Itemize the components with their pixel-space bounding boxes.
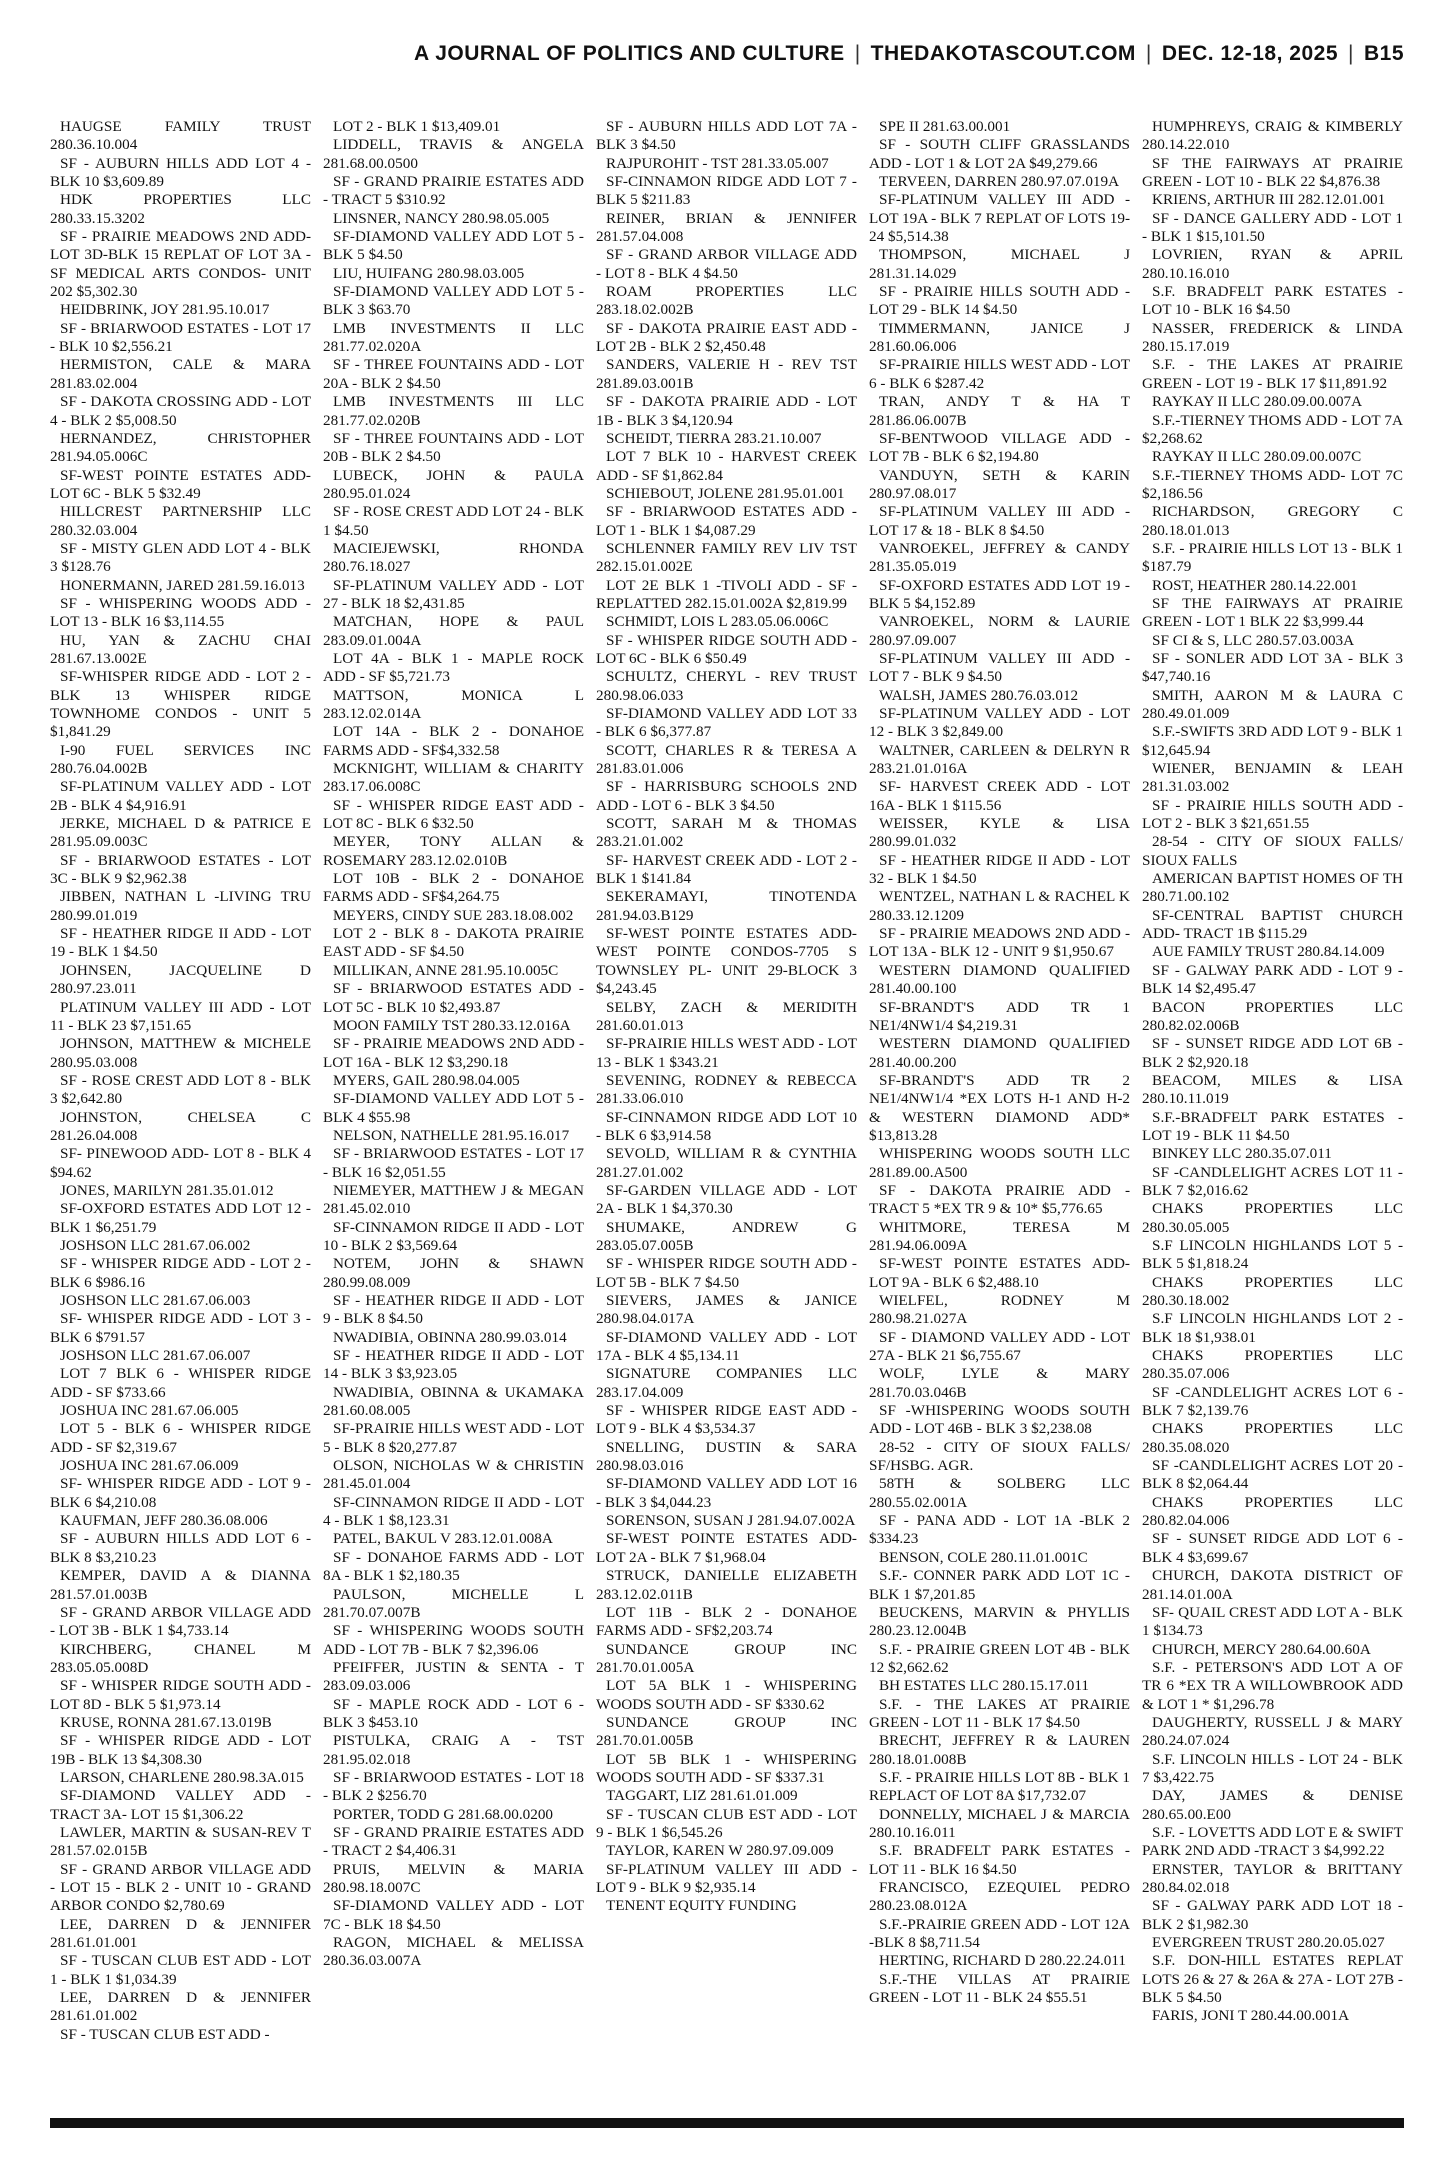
notice-entry: LOT 14A - BLK 2 - DONAHOE FARMS ADD - SF$4,332.58 [323, 723, 584, 759]
notice-entry: S.F. - PRAIRIE GREEN LOT 4B - BLK 12 $2,662.62 [869, 1640, 1130, 1676]
notice-entry: SF - GRAND ARBOR VILLAGE ADD - LOT 8 - BLK 4 $4.50 [596, 246, 857, 282]
notice-entry: SF - THREE FOUNTAINS ADD - LOT 20A - BLK 2 $4.50 [323, 356, 584, 392]
notice-entry: SF-PLATINUM VALLEY ADD - LOT 27 - BLK 18 $2,431.85 [323, 576, 584, 612]
notice-entry: PAULSON, MICHELLE L 281.70.07.007B [323, 1585, 584, 1621]
notice-entry: SF - BRIARWOOD ESTATES ADD - LOT 1 - BLK 1 $4,087.29 [596, 503, 857, 539]
notice-entry: PRUIS, MELVIN & MARIA 280.98.18.007C [323, 1860, 584, 1896]
notice-entry: SANDERS, VALERIE H - REV TST 281.89.03.001B [596, 356, 857, 392]
notice-entry: SF - GRAND ARBOR VILLAGE ADD - LOT 3B - BLK 1 $4,733.14 [50, 1603, 311, 1640]
notice-entry: SF - WHISPERING WOODS SOUTH ADD - LOT 7B - BLK 7 $2,396.06 [323, 1622, 584, 1658]
notice-entry: SF - HEATHER RIDGE II ADD - LOT 14 - BLK 3 $3,923.05 [323, 1347, 584, 1383]
notice-entry: SF - TUSCAN CLUB EST ADD - [60, 2025, 270, 2043]
notice-entry: 28-54 - CITY OF SIOUX FALLS/ SIOUX FALLS [1142, 833, 1403, 869]
notice-entry: BENSON, COLE 280.11.01.001C [879, 1548, 1088, 1566]
notice-entry: SEVOLD, WILLIAM R & CYNTHIA 281.27.01.002 [596, 1145, 857, 1181]
notice-entry: SF - PRAIRIE HILLS SOUTH ADD -LOT 29 - BLK 14 $4.50 [869, 283, 1130, 319]
notice-entry: SF-OXFORD ESTATES ADD LOT 12 - BLK 1 $6,251.79 [50, 1200, 311, 1236]
notice-entry: JOHNSTON, CHELSEA C 281.26.04.008 [50, 1108, 311, 1144]
notice-entry: SF - WHISPER RIDGE EAST ADD - LOT 8C - BLK 6 $32.50 [323, 796, 584, 833]
notice-entry: LIU, HUIFANG 280.98.03.005 [333, 264, 525, 282]
notice-entry: MOON FAMILY TST 280.33.12.016A [333, 1016, 571, 1034]
notice-entry: SF -CANDLELIGHT ACRES LOT 6 - BLK 7 $2,139.76 [1142, 1383, 1403, 1420]
notice-entry: JOSHSON LLC 281.67.06.007 [60, 1347, 251, 1365]
notice-entry: SF - GRAND PRAIRIE ESTATES ADD - TRACT 5 $310.92 [323, 173, 584, 209]
notice-entry: SF - SONLER ADD LOT 3A - BLK 3 $47,740.16 [1142, 649, 1403, 686]
notice-entry: HERNANDEZ, CHRISTOPHER 281.94.05.006C [50, 429, 311, 466]
notice-entry: SIGNATURE COMPANIES LLC 283.17.04.009 [596, 1365, 857, 1401]
notice-entry: JOHNSEN, JACQUELINE D 280.97.23.011 [50, 961, 311, 998]
notice-entry: WIENER, BENJAMIN & LEAH 281.31.03.002 [1142, 760, 1403, 796]
notice-entry: SF - ROSE CREST ADD LOT 24 - BLK 1 $4.50 [323, 503, 584, 539]
notice-entry: SF-DIAMOND VALLEY ADD LOT 5 - BLK 3 $63.70 [323, 283, 584, 319]
notice-entry: LOT 2E BLK 1 -TIVOLI ADD - SF - REPLATTED 282.15.01.002A $2,819.99 [596, 576, 857, 612]
notice-entry: 58TH & SOLBERG LLC 280.55.02.001A [869, 1475, 1130, 1511]
header-separator: | [1348, 42, 1354, 65]
notice-entry: LEE, DARREN D & JENNIFER 281.61.01.001 [50, 1915, 311, 1952]
notice-entry: SF - HEATHER RIDGE II ADD - LOT 19 - BLK 1 $4.50 [50, 925, 311, 961]
notice-entry: SF-WHISPER RIDGE ADD - LOT 2 - BLK 13 WHISPER RIDGE TOWNHOME CONDOS - UNIT 5 $1,841.29 [50, 668, 311, 741]
notice-entry: RAYKAY II LLC 280.09.00.007C [1152, 448, 1362, 466]
notice-entry: SF-DIAMOND VALLEY ADD LOT 16 - BLK 3 $4,044.23 [596, 1475, 857, 1511]
notice-entry: SF - BRIARWOOD ESTATES - LOT 17 - BLK 16 $2,051.55 [323, 1145, 584, 1181]
notice-entry: SF - WHISPER RIDGE ADD - LOT 19B - BLK 13 $4,308.30 [50, 1732, 311, 1768]
notice-entry: SCOTT, SARAH M & THOMAS 283.21.01.002 [596, 815, 857, 851]
notice-entry: SF-BRANDT'S ADD TR 1 NE1/4NW1/4 $4,219.31 [869, 998, 1130, 1034]
notice-entry: KIRCHBERG, CHANEL M 283.05.05.008D [50, 1640, 311, 1676]
notice-entry: SF-DIAMOND VALLEY ADD LOT 33 - BLK 6 $6,377.87 [596, 705, 857, 741]
notice-entry: SORENSON, SUSAN J 281.94.07.002A [606, 1512, 856, 1530]
notice-entry: SF - AUBURN HILLS ADD LOT 4 - BLK 10 $3,609.89 [50, 154, 311, 191]
notice-entry: ERNSTER, TAYLOR & BRITTANY 280.84.02.018 [1142, 1860, 1403, 1896]
notice-entry: SF-PLATINUM VALLEY ADD - LOT 2B - BLK 4 $4,916.91 [50, 778, 311, 814]
notice-entry: SF - AUBURN HILLS ADD LOT 7A - BLK 3 $4.50 [596, 118, 857, 154]
notice-entry: S.F. - PETERSON'S ADD LOT A OF TR 6 *EX TR A WILLOWBROOK ADD & LOT 1 * $1,296.78 [1142, 1658, 1403, 1713]
notice-entry: SF-CINNAMON RIDGE ADD LOT 7 - BLK 5 $211.83 [596, 173, 857, 209]
notice-entry: NWADIBIA, OBINNA & UKAMAKA 281.60.08.005 [323, 1383, 584, 1420]
notice-entry: SF - PANA ADD - LOT 1A -BLK 2 $334.23 [869, 1512, 1130, 1548]
notice-entry: SF-WEST POINTE ESTATES ADD-LOT 6C - BLK 5 $32.49 [50, 466, 311, 502]
notice-entry: HAUGSE FAMILY TRUST 280.36.10.004 [50, 118, 311, 154]
notice-entry: JOHNSON, MATTHEW & MICHELE 280.95.03.008 [50, 1035, 311, 1071]
notice-entry: SF - SOUTH CLIFF GRASSLANDS ADD - LOT 1 & LOT 2A $49,279.66 [869, 136, 1130, 172]
notice-entry: LUBECK, JOHN & PAULA 280.95.01.024 [323, 466, 584, 502]
notice-entry: SEVENING, RODNEY & REBECCA 281.33.06.010 [596, 1071, 857, 1108]
notice-entry: MILLIKAN, ANNE 281.95.10.005C [333, 961, 559, 979]
notice-entry: SCHMIDT, LOIS L 283.05.06.006C [606, 613, 829, 631]
notice-entry: SF-PLATINUM VALLEY III ADD - LOT 17 & 18 - BLK 8 $4.50 [869, 503, 1130, 539]
notice-entry: SF - ROSE CREST ADD LOT 8 - BLK 3 $2,642.80 [50, 1071, 311, 1108]
notice-entry: S.F. BRADFELT PARK ESTATES - LOT 11 - BLK 16 $4.50 [869, 1842, 1130, 1878]
notice-entry: SF- QUAIL CREST ADD LOT A - BLK 1 $134.73 [1142, 1603, 1403, 1640]
notice-entry: HUMPHREYS, CRAIG & KIMBERLY 280.14.22.010 [1142, 118, 1403, 154]
notice-entry: S.F. LINCOLN HILLS - LOT 24 - BLK 7 $3,422.75 [1142, 1750, 1403, 1786]
notice-entry: CHAKS PROPERTIES LLC 280.30.05.005 [1142, 1200, 1403, 1236]
notice-entry: BACON PROPERTIES LLC 280.82.02.006B [1142, 998, 1403, 1034]
notice-entry: SF - BRIARWOOD ESTATES ADD - LOT 5C - BLK 10 $2,493.87 [323, 980, 584, 1016]
notice-entry: FRANCISCO, EZEQUIEL PEDRO 280.23.08.012A [869, 1879, 1130, 1915]
notice-entry: SF - HARRISBURG SCHOOLS 2ND ADD - LOT 6 - BLK 3 $4.50 [596, 778, 857, 814]
notice-entry: SF - AUBURN HILLS ADD LOT 6 - BLK 8 $3,210.23 [50, 1530, 311, 1566]
notice-entry: OLSON, NICHOLAS W & CHRISTIN 281.45.01.004 [323, 1457, 584, 1493]
notice-entry: WHISPERING WOODS SOUTH LLC 281.89.00.A500 [869, 1145, 1130, 1181]
notice-entry: JERKE, MICHAEL D & PATRICE E 281.95.09.003C [50, 815, 311, 851]
notice-entry: PISTULKA, CRAIG A - TST 281.95.02.018 [323, 1732, 584, 1768]
notice-entry: HU, YAN & ZACHU CHAI 281.67.13.002E [50, 631, 311, 667]
notice-entry: SF - DAKOTA PRAIRIE ADD - TRACT 5 *EX TR 9 & 10* $5,776.65 [869, 1181, 1130, 1218]
notice-entry: NIEMEYER, MATTHEW J & MEGAN 281.45.02.010 [323, 1181, 584, 1218]
notice-entry: S.F.-BRADFELT PARK ESTATES - LOT 19 - BLK 11 $4.50 [1142, 1108, 1403, 1144]
notice-entry: STRUCK, DANIELLE ELIZABETH 283.12.02.011B [596, 1567, 857, 1603]
notice-entry: SF-BRANDT'S ADD TR 2 NE1/4NW1/4 *EX LOTS H-1 AND H-2 & WESTERN DIAMOND ADD* $13,813.28 [869, 1071, 1130, 1144]
notice-entry: JOSHUA INC 281.67.06.009 [60, 1457, 239, 1475]
notice-entry: SF-WEST POINTE ESTATES ADD- LOT 9A - BLK 6 $2,488.10 [869, 1255, 1130, 1291]
notice-entry: JOSHSON LLC 281.67.06.002 [60, 1236, 251, 1254]
notice-entry: RAJPUROHIT - TST 281.33.05.007 [606, 154, 829, 172]
notice-entry: SMITH, AARON M & LAURA C 280.49.01.009 [1142, 686, 1403, 722]
notice-entry: LMB INVESTMENTS II LLC 281.77.02.020A [323, 319, 584, 356]
notice-entry: SEKERAMAYI, TINOTENDA 281.94.03.B129 [596, 888, 857, 924]
notice-entry: CHAKS PROPERTIES LLC 280.30.18.002 [1142, 1273, 1403, 1309]
notice-entry: HILLCREST PARTNERSHIP LLC 280.32.03.004 [50, 503, 311, 539]
notice-entry: S.F.- CONNER PARK ADD LOT 1C - BLK 1 $7,201.85 [869, 1567, 1130, 1603]
notice-entry: SF - DAKOTA PRAIRIE ADD - LOT 1B - BLK 3 $4,120.94 [596, 393, 857, 429]
text-column-1 [50, 118, 311, 2110]
notice-entry: LOT 5A BLK 1 - WHISPERING WOODS SOUTH ADD - SF $330.62 [596, 1677, 857, 1713]
notice-entry: 28-52 - CITY OF SIOUX FALLS/ SF/HSBG. AGR. [869, 1438, 1130, 1475]
notice-entry: LOVRIEN, RYAN & APRIL 280.10.16.010 [1142, 246, 1403, 282]
notice-entry: MATCHAN, HOPE & PAUL 283.09.01.004A [323, 613, 584, 649]
notice-entry: NWADIBIA, OBINNA 280.99.03.014 [333, 1328, 567, 1346]
notice-entry: S.F.-SWIFTS 3RD ADD LOT 9 - BLK 1 $12,645.94 [1142, 723, 1403, 759]
notice-entry: CHAKS PROPERTIES LLC 280.82.04.006 [1142, 1493, 1403, 1530]
notice-entry: TAYLOR, KAREN W 280.97.09.009 [606, 1842, 834, 1860]
notice-entry: NELSON, NATHELLE 281.95.16.017 [333, 1126, 570, 1144]
notice-entry: LOT 10B - BLK 2 - DONAHOE FARMS ADD - SF$4,264.75 [323, 870, 584, 906]
notice-entry: MATTSON, MONICA L 283.12.02.014A [323, 686, 584, 722]
notice-entry: SF - GALWAY PARK ADD LOT 18 - BLK 2 $1,982.30 [1142, 1897, 1403, 1933]
notice-entry: SF - WHISPERING WOODS ADD - LOT 13 - BLK 16 $3,114.55 [50, 594, 311, 631]
notice-entry: SF - DANCE GALLERY ADD - LOT 1 - BLK 1 $15,101.50 [1142, 209, 1403, 246]
notice-entry: LOT 5 - BLK 6 - WHISPER RIDGE ADD - SF $2,319.67 [50, 1420, 311, 1456]
notice-entry: SF - WHISPER RIDGE ADD - LOT 2 - BLK 6 $986.16 [50, 1255, 311, 1291]
notice-entry: SF-PLATINUM VALLEY III ADD - LOT 7 - BLK 9 $4.50 [869, 649, 1130, 686]
notice-entry: LOT 4A - BLK 1 - MAPLE ROCK ADD - SF $5,721.73 [323, 649, 584, 686]
notice-entry: DAUGHERTY, RUSSELL J & MARY 280.24.07.024 [1142, 1713, 1403, 1750]
notice-entry: TENENT EQUITY FUNDING [606, 1897, 797, 1915]
notice-entry: LOT 2 - BLK 1 $13,409.01 [333, 118, 501, 135]
header-separator: | [1145, 42, 1152, 65]
notice-entry: LAWLER, MARTIN & SUSAN-REV T 281.57.02.015B [50, 1823, 311, 1860]
notice-entry: KAUFMAN, JEFF 280.36.08.006 [60, 1512, 268, 1530]
notice-entry: SF - GRAND PRAIRIE ESTATES ADD - TRACT 2 $4,406.31 [323, 1823, 584, 1860]
notice-entry: HERTING, RICHARD D 280.22.24.011 [879, 1952, 1127, 1970]
notice-entry: SF-DIAMOND VALLEY ADD LOT 5 - BLK 4 $55.98 [323, 1090, 584, 1126]
notice-entry: PLATINUM VALLEY III ADD - LOT 11 - BLK 23 $7,151.65 [50, 998, 311, 1034]
notice-entry: THOMPSON, MICHAEL J 281.31.14.029 [869, 246, 1130, 282]
notice-entry: SF-DIAMOND VALLEY ADD - LOT 17A - BLK 4 $5,134.11 [596, 1328, 857, 1365]
notice-entry: KRUSE, RONNA 281.67.13.019B [60, 1713, 272, 1731]
notice-entry: S.F. - PRAIRIE HILLS LOT 8B - BLK 1 REPLACT OF LOT 8A $17,732.07 [869, 1768, 1130, 1805]
notice-entry: HDK PROPERTIES LLC 280.33.15.3202 [50, 191, 311, 227]
notice-entry: NASSER, FREDERICK & LINDA 280.15.17.019 [1142, 319, 1403, 356]
notice-entry: SF-OXFORD ESTATES ADD LOT 19 - BLK 5 $4,152.89 [869, 576, 1130, 612]
notice-entry: JOSHSON LLC 281.67.06.003 [60, 1292, 251, 1309]
notice-entry: S.F. BRADFELT PARK ESTATES - LOT 10 - BLK 16 $4.50 [1142, 283, 1403, 319]
notice-entry: SF - GRAND ARBOR VILLAGE ADD - LOT 15 - BLK 2 - UNIT 10 - GRAND ARBOR CONDO $2,780.69 [50, 1860, 311, 1915]
notice-entry: SF - DAKOTA CROSSING ADD - LOT 4 - BLK 2 $5,008.50 [50, 393, 311, 429]
notice-entry: WIELFEL, RODNEY M 280.98.21.027A [869, 1292, 1130, 1328]
text-column-4 [869, 118, 1130, 2110]
text-column-2 [323, 118, 584, 2110]
notice-entry: SUNDANCE GROUP INC 281.70.01.005A [596, 1640, 857, 1676]
notice-entry: ROAM PROPERTIES LLC 283.18.02.002B [596, 283, 857, 319]
publication-tagline: A JOURNAL OF POLITICS AND CULTURE [414, 42, 845, 65]
notice-entry: DONNELLY, MICHAEL J & MARCIA 280.10.16.011 [869, 1805, 1130, 1841]
header-separator: | [854, 42, 861, 65]
notice-entry: ROST, HEATHER 280.14.22.001 [1152, 576, 1358, 594]
notice-entry: CHURCH, MERCY 280.64.00.60A [1152, 1640, 1371, 1658]
notice-entry: S.F.-TIERNEY THOMS ADD - LOT 7A $2,268.62 [1142, 411, 1403, 447]
text-column-3 [596, 118, 857, 2110]
notice-entry: BEUCKENS, MARVIN & PHYLLIS 280.23.12.004B [869, 1603, 1130, 1640]
notice-entry: PORTER, TODD G 281.68.00.0200 [333, 1805, 554, 1823]
notice-entry: CHURCH, DAKOTA DISTRICT OF 281.14.01.00A [1142, 1567, 1403, 1603]
notice-entry: AUE FAMILY TRUST 280.84.14.009 [1152, 943, 1385, 961]
notice-entry: WOLF, LYLE & MARY 281.70.03.046B [869, 1365, 1130, 1401]
notice-entry: TIMMERMANN, JANICE J 281.60.06.006 [869, 319, 1130, 356]
notice-entry: CHAKS PROPERTIES LLC 280.35.08.020 [1142, 1420, 1403, 1456]
notice-entry: SF- WHISPER RIDGE ADD - LOT 9 - BLK 6 $4,210.08 [50, 1475, 311, 1511]
notice-entry: SF - PRAIRIE MEADOWS 2ND ADD-LOT 3D-BLK 15 REPLAT OF LOT 3A - SF MEDICAL ARTS CONDOS- UNIT 202 $5,302.30 [50, 228, 311, 301]
notice-entry: SF-DIAMOND VALLEY ADD - LOT 7C - BLK 18 $4.50 [323, 1897, 584, 1933]
notice-entry: MEYER, TONY ALLAN & ROSEMARY 283.12.02.010B [323, 833, 584, 869]
notice-entry: SF-GARDEN VILLAGE ADD - LOT 2A - BLK 1 $4,370.30 [596, 1181, 857, 1218]
notice-entry: SF -CANDLELIGHT ACRES LOT 11 - BLK 7 $2,016.62 [1142, 1163, 1403, 1199]
notice-entry: SF - MAPLE ROCK ADD - LOT 6 - BLK 3 $453.10 [323, 1695, 584, 1731]
notice-entry: SF -WHISPERING WOODS SOUTH ADD - LOT 46B - BLK 3 $2,238.08 [869, 1402, 1130, 1438]
notice-entry: SF - WHISPER RIDGE EAST ADD - LOT 9 - BLK 4 $3,534.37 [596, 1402, 857, 1438]
notice-entry: WESTERN DIAMOND QUALIFIED 281.40.00.100 [869, 961, 1130, 998]
notice-entry: LOT 7 BLK 10 - HARVEST CREEK ADD - SF $1,862.84 [596, 448, 857, 484]
notice-entry: JOSHUA INC 281.67.06.005 [60, 1402, 239, 1420]
notice-entry: SF - PRAIRIE HILLS SOUTH ADD - LOT 2 - BLK 3 $21,651.55 [1142, 796, 1403, 833]
notice-entry: S.F. - LOVETTS ADD LOT E & SWIFT PARK 2ND ADD -TRACT 3 $4,992.22 [1142, 1823, 1403, 1860]
notice-entry: SF - SUNSET RIDGE ADD LOT 6 - BLK 4 $3,699.67 [1142, 1530, 1403, 1566]
notice-entry: SF - HEATHER RIDGE II ADD - LOT 32 - BLK 1 $4.50 [869, 851, 1130, 888]
notice-entry: S.F LINCOLN HIGHLANDS LOT 5 - BLK 5 $1,818.24 [1142, 1236, 1403, 1273]
notice-entry: SF-CINNAMON RIDGE ADD LOT 10 - BLK 6 $3,914.58 [596, 1108, 857, 1144]
notice-entry: BH ESTATES LLC 280.15.17.011 [879, 1677, 1090, 1695]
legal-notice-columns [50, 118, 1406, 2110]
notice-entry: TERVEEN, DARREN 280.97.07.019A [879, 173, 1120, 191]
notice-entry: EVERGREEN TRUST 280.20.05.027 [1152, 1934, 1385, 1952]
notice-entry: RAGON, MICHAEL & MELISSA 280.36.03.007A [323, 1934, 584, 1970]
notice-entry: MACIEJEWSKI, RHONDA 280.76.18.027 [323, 539, 584, 576]
notice-entry: SCHEIDT, TIERRA 283.21.10.007 [606, 429, 822, 447]
notice-entry: AMERICAN BAPTIST HOMES OF TH 280.71.00.102 [1142, 870, 1403, 906]
notice-entry: WHITMORE, TERESA M 281.94.06.009A [869, 1218, 1130, 1254]
notice-entry: WALSH, JAMES 280.76.03.012 [879, 686, 1079, 704]
notice-entry: SF-PLATINUM VALLEY ADD - LOT 12 - BLK 3 $2,849.00 [869, 705, 1130, 741]
notice-entry: VANDUYN, SETH & KARIN 280.97.08.017 [869, 466, 1130, 502]
notice-entry: SF-WEST POINTE ESTATES ADD- WEST POINTE CONDOS-7705 S TOWNSLEY PL- UNIT 29-BLOCK 3 $4,243.45 [596, 925, 857, 998]
notice-entry: SF THE FAIRWAYS AT PRAIRIE GREEN - LOT 1 BLK 22 $3,999.44 [1142, 594, 1403, 631]
notice-entry: PATEL, BAKUL V 283.12.01.008A [333, 1530, 553, 1548]
notice-entry: CHAKS PROPERTIES LLC 280.35.07.006 [1142, 1347, 1403, 1383]
notice-entry: SF - DIAMOND VALLEY ADD - LOT 27A - BLK 21 $6,755.67 [869, 1328, 1130, 1365]
notice-entry: S.F. - THE LAKES AT PRAIRIE GREEN - LOT 19 - BLK 17 $11,891.92 [1142, 356, 1403, 392]
notice-entry: LEE, DARREN D & JENNIFER 281.61.01.002 [50, 1989, 311, 2025]
notice-entry: WESTERN DIAMOND QUALIFIED 281.40.00.200 [869, 1035, 1130, 1071]
notice-entry: TAGGART, LIZ 281.61.01.009 [606, 1787, 798, 1805]
notice-entry: SHUMAKE, ANDREW G 283.05.07.005B [596, 1218, 857, 1254]
notice-entry: SF- HARVEST CREEK ADD - LOT 2 - BLK 1 $141.84 [596, 851, 857, 888]
notice-entry: BINKEY LLC 280.35.07.011 [1152, 1145, 1332, 1163]
notice-entry: S.F.-TIERNEY THOMS ADD- LOT 7C $2,186.56 [1142, 466, 1403, 502]
notice-entry: SF-WEST POINTE ESTATES ADD- LOT 2A - BLK 7 $1,968.04 [596, 1530, 857, 1566]
notice-entry: SCOTT, CHARLES R & TERESA A 281.83.01.006 [596, 741, 857, 778]
notice-entry: SF-DIAMOND VALLEY ADD - TRACT 3A- LOT 15 $1,306.22 [50, 1787, 311, 1823]
notice-entry: S.F. - PRAIRIE HILLS LOT 13 - BLK 1 $187.79 [1142, 539, 1403, 576]
notice-entry: SF - WHISPER RIDGE SOUTH ADD - LOT 6C - BLK 6 $50.49 [596, 631, 857, 667]
notice-entry: SF-PRAIRIE HILLS WEST ADD - LOT 13 - BLK 1 $343.21 [596, 1035, 857, 1071]
notice-entry: SF - PRAIRIE MEADOWS 2ND ADD - LOT 16A - BLK 12 $3,290.18 [323, 1035, 584, 1071]
notice-entry: SF - PRAIRIE MEADOWS 2ND ADD - LOT 13A - BLK 12 - UNIT 9 $1,950.67 [869, 925, 1130, 961]
notice-entry: HEIDBRINK, JOY 281.95.10.017 [60, 301, 270, 319]
website-name: THEDAKOTASCOUT.COM [870, 42, 1136, 65]
notice-entry: S.F. - THE LAKES AT PRAIRIE GREEN - LOT 11 - BLK 17 $4.50 [869, 1695, 1130, 1731]
notice-entry: MCKNIGHT, WILLIAM & CHARITY 283.17.06.008C [323, 760, 584, 796]
notice-entry: MEYERS, CINDY SUE 283.18.08.002 [333, 906, 574, 924]
notice-entry: S.F. DON-HILL ESTATES REPLAT LOTS 26 & 27 & 26A & 27A - LOT 27B - BLK 5 $4.50 [1142, 1952, 1403, 2007]
notice-entry: S.F.-THE VILLAS AT PRAIRIE GREEN - LOT 11 - BLK 24 $55.51 [869, 1970, 1130, 2007]
notice-entry: SF-PLATINUM VALLEY III ADD - LOT 19A - BLK 7 REPLAT OF LOTS 19-24 $5,514.38 [869, 191, 1130, 246]
notice-entry: LOT 5B BLK 1 - WHISPERING WOODS SOUTH ADD - SF $337.31 [596, 1750, 857, 1786]
notice-entry: SF-CENTRAL BAPTIST CHURCH ADD- TRACT 1B $115.29 [1142, 906, 1403, 943]
notice-entry: LINSNER, NANCY 280.98.05.005 [333, 209, 550, 227]
notice-entry: SF CI & S, LLC 280.57.03.003A [1152, 631, 1355, 649]
notice-entry: SF-CINNAMON RIDGE II ADD - LOT 10 - BLK 2 $3,569.64 [323, 1218, 584, 1254]
notice-entry: KRIENS, ARTHUR III 282.12.01.001 [1152, 191, 1386, 209]
notice-entry: WALTNER, CARLEEN & DELRYN R 283.21.01.016A [869, 741, 1130, 778]
notice-entry: SF - DAKOTA PRAIRIE EAST ADD - LOT 2B - BLK 2 $2,450.48 [596, 319, 857, 356]
notice-entry: TRAN, ANDY T & HA T 281.86.06.007B [869, 393, 1130, 429]
notice-entry: SPE II 281.63.00.001 [879, 118, 1011, 135]
notice-entry: BEACOM, MILES & LISA 280.10.11.019 [1142, 1071, 1403, 1108]
notice-entry: SF - WHISPER RIDGE SOUTH ADD - LOT 8D - BLK 5 $1,973.14 [50, 1677, 311, 1713]
notice-entry: WENTZEL, NATHAN L & RACHEL K 280.33.12.1209 [869, 888, 1130, 924]
notice-entry: SF - HEATHER RIDGE II ADD - LOT 9 - BLK 8 $4.50 [323, 1292, 584, 1328]
notice-entry: SF - DONAHOE FARMS ADD - LOT 8A - BLK 1 $2,180.35 [323, 1548, 584, 1585]
notice-entry: KEMPER, DAVID A & DIANNA 281.57.01.003B [50, 1567, 311, 1603]
notice-entry: SF- HARVEST CREEK ADD - LOT 16A - BLK 1 $115.56 [869, 778, 1130, 814]
notice-entry: REINER, BRIAN & JENNIFER 281.57.04.008 [596, 209, 857, 246]
notice-entry: SF-PLATINUM VALLEY III ADD - LOT 9 - BLK 9 $2,935.14 [596, 1860, 857, 1896]
notice-entry: SF - GALWAY PARK ADD - LOT 9 - BLK 14 $2,495.47 [1142, 961, 1403, 998]
notice-entry: LOT 2 - BLK 8 - DAKOTA PRAIRIE EAST ADD - SF $4.50 [323, 925, 584, 961]
notice-entry: SF -CANDLELIGHT ACRES LOT 20 - BLK 8 $2,064.44 [1142, 1457, 1403, 1493]
notice-entry: LOT 11B - BLK 2 - DONAHOE FARMS ADD - SF$2,203.74 [596, 1603, 857, 1640]
notice-entry: SF - BRIARWOOD ESTATES - LOT 18 - BLK 2 $256.70 [323, 1768, 584, 1805]
notice-entry: SF THE FAIRWAYS AT PRAIRIE GREEN - LOT 10 - BLK 22 $4,876.38 [1142, 154, 1403, 191]
notice-entry: HERMISTON, CALE & MARA 281.83.02.004 [50, 356, 311, 392]
notice-entry: PFEIFFER, JUSTIN & SENTA - T 283.09.03.006 [323, 1658, 584, 1695]
notice-entry: DAY, JAMES & DENISE 280.65.00.E00 [1142, 1787, 1403, 1823]
notice-entry: LMB INVESTMENTS III LLC 281.77.02.020B [323, 393, 584, 429]
notice-entry: FARIS, JONI T 280.44.00.001A [1152, 2007, 1350, 2025]
notice-entry: SF-PRAIRIE HILLS WEST ADD - LOT 6 - BLK 6 $287.42 [869, 356, 1130, 392]
notice-entry: LARSON, CHARLENE 280.98.3A.015 [60, 1768, 304, 1786]
notice-entry: SF-BENTWOOD VILLAGE ADD - LOT 7B - BLK 6 $2,194.80 [869, 429, 1130, 466]
notice-entry: SF - BRIARWOOD ESTATES - LOT 17 - BLK 10 $2,556.21 [50, 319, 311, 356]
footer-rule [50, 2118, 1404, 2128]
page-number: B15 [1363, 42, 1404, 65]
notice-entry: SF - MISTY GLEN ADD LOT 4 - BLK 3 $128.76 [50, 539, 311, 576]
text-column-5 [1142, 118, 1403, 2110]
notice-entry: LIDDELL, TRAVIS & ANGELA 281.68.00.0500 [323, 136, 584, 172]
notice-entry: SCHULTZ, CHERYL - REV TRUST 280.98.06.033 [596, 668, 857, 704]
notice-entry: SCHIEBOUT, JOLENE 281.95.01.001 [606, 484, 845, 502]
notice-entry: SF-PRAIRIE HILLS WEST ADD - LOT 5 - BLK 8 $20,277.87 [323, 1420, 584, 1456]
issue-date: DEC. 12-18, 2025 [1161, 42, 1338, 65]
notice-entry: VANROEKEL, NORM & LAURIE 280.97.09.007 [869, 613, 1130, 649]
notice-entry: SUNDANCE GROUP INC 281.70.01.005B [596, 1713, 857, 1750]
notice-entry: JIBBEN, NATHAN L -LIVING TRU 280.99.01.019 [50, 888, 311, 924]
notice-entry: SF - TUSCAN CLUB EST ADD - LOT 1 - BLK 1 $1,034.39 [50, 1952, 311, 1988]
notice-entry: SF-CINNAMON RIDGE II ADD - LOT 4 - BLK 1 $8,123.31 [323, 1493, 584, 1530]
notice-entry: SF- PINEWOOD ADD- LOT 8 - BLK 4 $94.62 [50, 1145, 311, 1181]
notice-entry: VANROEKEL, JEFFREY & CANDY 281.35.05.019 [869, 539, 1130, 576]
notice-entry: SF - SUNSET RIDGE ADD LOT 6B - BLK 2 $2,920.18 [1142, 1035, 1403, 1071]
page-header [40, 42, 1404, 66]
notice-entry: SF- WHISPER RIDGE ADD - LOT 3 - BLK 6 $791.57 [50, 1310, 311, 1346]
notice-entry: I-90 FUEL SERVICES INC 280.76.04.002B [50, 741, 311, 778]
notice-entry: WEISSER, KYLE & LISA 280.99.01.032 [869, 815, 1130, 851]
notice-entry: RAYKAY II LLC 280.09.00.007A [1152, 393, 1363, 411]
notice-entry: HONERMANN, JARED 281.59.16.013 [60, 576, 305, 594]
notice-entry: BRECHT, JEFFREY R & LAUREN 280.18.01.008B [869, 1732, 1130, 1768]
notice-entry: SIEVERS, JAMES & JANICE 280.98.04.017A [596, 1292, 857, 1328]
notice-entry: SF-DIAMOND VALLEY ADD LOT 5 - BLK 5 $4.50 [323, 228, 584, 264]
notice-entry: JONES, MARILYN 281.35.01.012 [60, 1181, 274, 1199]
notice-entry: SF - BRIARWOOD ESTATES - LOT 3C - BLK 9 $2,962.38 [50, 851, 311, 888]
notice-entry: SF - THREE FOUNTAINS ADD - LOT 20B - BLK 2 $4.50 [323, 429, 584, 466]
notice-entry: NOTEM, JOHN & SHAWN 280.99.08.009 [323, 1255, 584, 1291]
notice-entry: S.F LINCOLN HIGHLANDS LOT 2 - BLK 18 $1,938.01 [1142, 1310, 1403, 1346]
notice-entry: MYERS, GAIL 280.98.04.005 [333, 1071, 520, 1089]
notice-entry: SCHLENNER FAMILY REV LIV TST 282.15.01.002E [596, 539, 857, 576]
notice-entry: SELBY, ZACH & MERIDITH 281.60.01.013 [596, 998, 857, 1034]
notice-entry: S.F.-PRAIRIE GREEN ADD - LOT 12A -BLK 8 $8,711.54 [869, 1915, 1130, 1952]
notice-entry: SNELLING, DUSTIN & SARA 280.98.03.016 [596, 1438, 857, 1475]
notice-entry: SF - TUSCAN CLUB EST ADD - LOT 9 - BLK 1 $6,545.26 [596, 1805, 857, 1841]
notice-entry: RICHARDSON, GREGORY C 280.18.01.013 [1142, 503, 1403, 539]
notice-entry: LOT 7 BLK 6 - WHISPER RIDGE ADD - SF $733.66 [50, 1365, 311, 1401]
notice-entry: SF - WHISPER RIDGE SOUTH ADD - LOT 5B - BLK 7 $4.50 [596, 1255, 857, 1291]
